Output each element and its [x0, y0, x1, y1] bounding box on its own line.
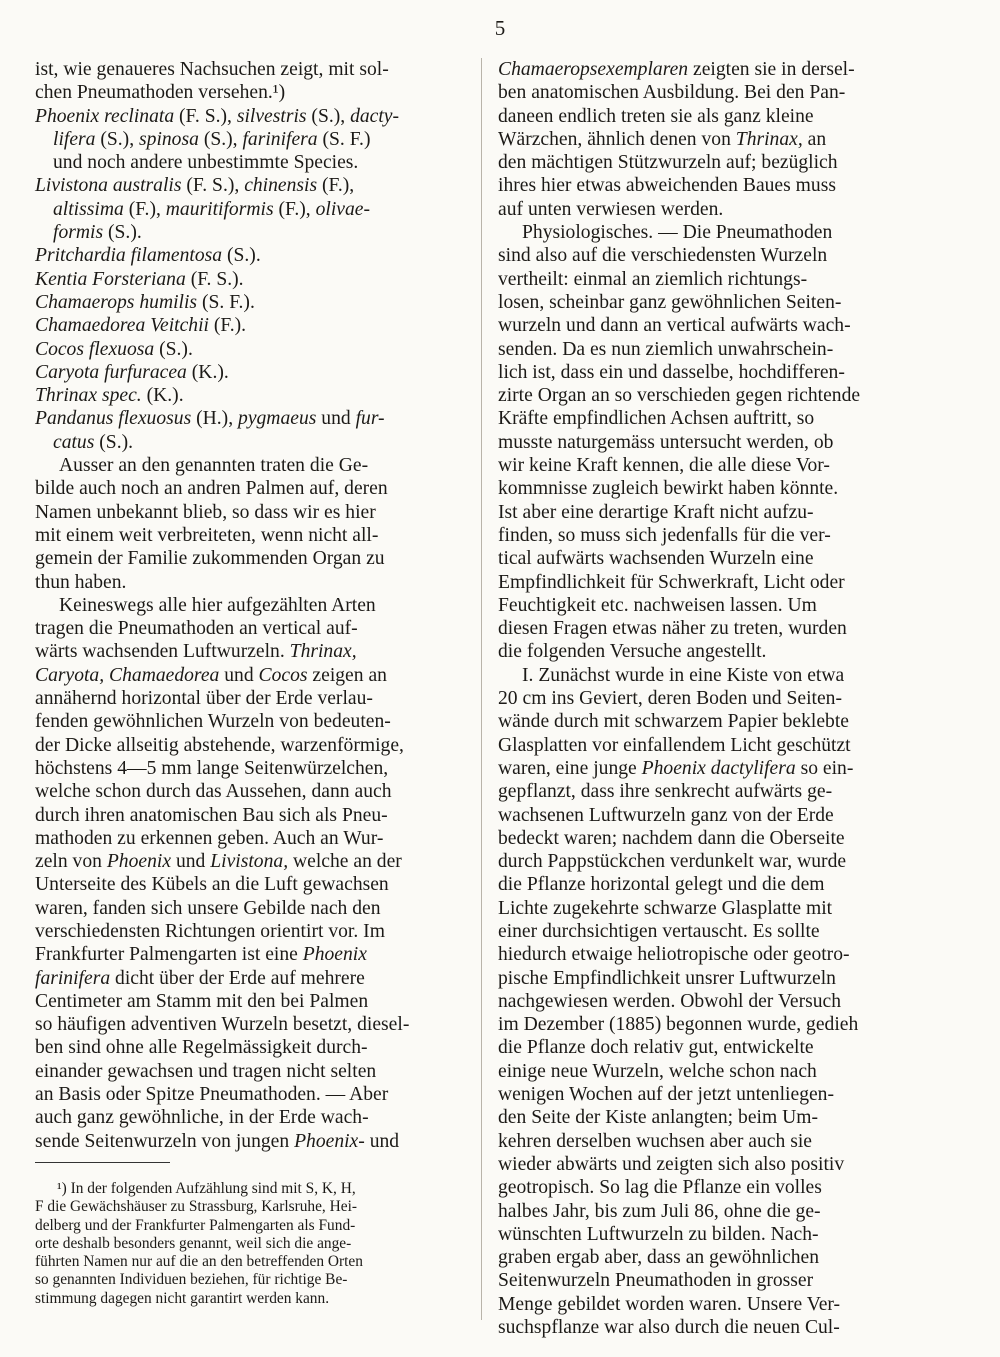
text-line: durch Pappstückchen verdunkelt war, wurde	[498, 851, 847, 873]
text-line: wieder abwärts und zeigten sich also positiv	[498, 1153, 845, 1175]
text-line: Thrinax spec. (K.).	[35, 385, 184, 407]
text-line: farinifera dicht über der Erde auf mehrere	[35, 967, 365, 989]
text-line: Chamaerops humilis (S. F.).	[35, 291, 255, 313]
text-line: durch ihren anatomischen Bau sich als Pneu-	[35, 804, 388, 826]
text-line: im Dezember (1885) begonnen wurde, gedieh	[498, 1014, 859, 1036]
footnote-line: ¹) In der folgenden Aufzählung sind mit S, K, H,	[57, 1180, 356, 1197]
text-line: Lichte zugekehrte schwarze Glasplatte mit	[498, 897, 833, 919]
text-line: und noch andere unbestimmte Species.	[53, 152, 359, 174]
text-line: 20 cm ins Geviert, deren Boden und Seiten-	[498, 688, 842, 710]
text-line: kommnisse zugleich bewirkt haben könnte.	[498, 478, 839, 500]
footnote	[35, 1180, 470, 1308]
text-line: Physiologisches. — Die Pneumathoden	[522, 222, 833, 244]
text-line: der Dicke allseitig abstehende, warzenförmige,	[35, 734, 404, 756]
text-line: losen, scheinbar ganz gewöhnlichen Seiten-	[498, 291, 842, 313]
text-line: Namen unbekannt blieb, so dass wir es hier	[35, 501, 376, 523]
footnote-line: delberg und der Frankfurter Palmengarten als Fund-	[35, 1216, 356, 1234]
text-line: I. Zunächst wurde in eine Kiste von etwa	[522, 664, 845, 686]
text-line: Frankfurter Palmengarten ist eine Phoenix	[35, 944, 367, 966]
text-line: mit einem weit verbreiteten, wenn nicht all-	[35, 524, 379, 546]
text-line: Caryota furfuracea (K.).	[35, 361, 229, 383]
text-line: geotropisch. So lag die Pflanze ein volles	[498, 1177, 822, 1199]
text-line: lich ist, dass ein und dasselbe, hochdifferen-	[498, 361, 845, 383]
text-line: Empfindlichkeit für Schwerkraft, Licht oder	[498, 571, 845, 593]
text-line: Chamaedorea Veitchii (F.).	[35, 315, 247, 337]
text-line: ben sind ohne alle Regelmässigkeit durch-	[35, 1037, 368, 1059]
text-line: Menge gebildet worden waren. Unsere Ver-	[498, 1293, 841, 1315]
text-line: zirte Organ an so verschieden gegen richtende	[498, 385, 861, 407]
text-line: Chamaeropsexemplaren zeigten sie in dersel-	[498, 59, 855, 80]
page-number: 5	[494, 16, 506, 40]
text-line: auf unten verwiesen werden.	[498, 198, 724, 220]
text-line: den Seite der Kiste anlangten; beim Um-	[498, 1107, 819, 1129]
right-column	[498, 58, 935, 1339]
text-line: halbes Jahr, bis zum Juli 86, ohne die ge-	[498, 1200, 821, 1222]
text-line: wünschten Luftwurzeln zu bilden. Nach-	[498, 1223, 819, 1245]
text-line: Wärzchen, ähnlich denen von Thrinax, an	[498, 128, 827, 150]
text-line: pische Empfindlichkeit unsrer Luftwurzeln	[498, 967, 836, 989]
text-line: Cocos flexuosa (S.).	[35, 338, 193, 360]
text-line: Feuchtigkeit etc. nachweisen lassen. Um	[498, 594, 817, 616]
text-line: welche schon durch das Aussehen, dann auch	[35, 781, 392, 803]
text-line: Ausser an den genannten traten die Ge-	[59, 455, 369, 477]
text-line: graben ergab aber, dass an gewöhnlichen	[498, 1247, 820, 1269]
text-line: wenigen Wochen auf der jetzt untenliegen-	[498, 1084, 835, 1106]
left-column	[35, 58, 470, 1153]
text-line: Pritchardia filamentosa (S.).	[35, 245, 261, 267]
text-line: ben anatomischen Ausbildung. Bei den Pan-	[498, 82, 846, 104]
text-line: Centimeter am Stamm mit den bei Palmen	[35, 990, 369, 1012]
footnote-rule	[35, 1162, 170, 1163]
text-line: thun haben.	[35, 571, 127, 593]
text-line: diesen Fragen etwas näher zu treten, wurden	[498, 618, 847, 640]
text-line: ist, wie genaueres Nachsuchen zeigt, mit sol-	[35, 59, 389, 80]
text-line: Unterseite des Kübels an die Luft gewachsen	[35, 874, 389, 896]
text-line: vertheilt: einmal an ziemlich richtungs-	[498, 268, 808, 290]
footnote-line: führten Namen nur auf die an den betreffenden Orten	[35, 1253, 363, 1271]
footnote-line: so genannten Individuen beziehen, für richtige Be-	[35, 1271, 348, 1289]
text-line: gemein der Familie zukommenden Organ zu	[35, 548, 385, 570]
text-line: so häufigen adventiven Wurzeln besetzt, diesel-	[35, 1014, 410, 1036]
text-line: wände durch mit schwarzem Papier beklebte	[498, 711, 849, 733]
text-line: wir keine Kraft kennen, die alle diese Vor-	[498, 455, 830, 477]
text-line: zeln von Phoenix und Livistona, welche an der	[35, 851, 402, 873]
text-line: ihres hier etwas abweichenden Baues muss	[498, 175, 836, 197]
text-line: hiedurch etwaige heliotropische oder geotro-	[498, 944, 850, 966]
text-line: einige neue Wurzeln, welche schon nach	[498, 1060, 817, 1082]
text-line: mathoden zu erkennen geben. Auch an Wur-	[35, 827, 384, 849]
text-line: catus (S.).	[53, 431, 134, 453]
text-line: suchspflanze war also durch die neuen Cul-	[498, 1317, 840, 1339]
footnote-line: F die Gewächshäuser zu Strassburg, Karlsruhe, Hei-	[35, 1198, 357, 1216]
text-line: an Basis oder Spitze Pneumathoden. — Aber	[35, 1084, 389, 1106]
footnote-line: orte deshalb besonders genannt, weil sich die ange-	[35, 1234, 352, 1252]
text-line: Kräfte empfindlichen Achsen auftritt, so	[498, 408, 815, 430]
text-line: sende Seitenwurzeln von jungen Phoenix- und	[35, 1130, 400, 1152]
text-line: auch ganz gewöhnliche, in der Erde wach-	[35, 1107, 369, 1129]
footnote-line: stimmung dagegen nicht garantirt werden kann.	[35, 1289, 330, 1307]
text-line: die Pflanze horizontal gelegt und die dem	[498, 874, 825, 896]
text-line: Phoenix reclinata (F. S.), silvestris (S.), dacty-	[35, 105, 400, 127]
text-line: tragen die Pneumathoden an vertical auf-	[35, 618, 358, 640]
text-line: einander gewachsen und tragen nicht selten	[35, 1060, 377, 1082]
text-line: musste naturgemäss untersucht werden, ob	[498, 431, 834, 453]
text-line: finden, so muss sich jedenfalls für die ver-	[498, 524, 831, 546]
text-line: Seitenwurzeln Pneumathoden in grosser	[498, 1270, 814, 1292]
text-line: Kentia Forsteriana (F. S.).	[35, 268, 244, 290]
text-line: Pandanus flexuosus (H.), pygmaeus und fur-	[35, 408, 385, 430]
text-line: bedeckt waren; nachdem dann die Oberseite	[498, 827, 845, 849]
text-line: nachgewiesen werden. Obwohl der Versuch	[498, 990, 842, 1012]
text-line: senden. Da es nun ziemlich unwahrschein-	[498, 338, 834, 360]
text-line: Ist aber eine derartige Kraft nicht aufzu-	[498, 501, 814, 523]
text-line: wachsenen Luftwurzeln ganz von der Erde	[498, 804, 834, 826]
text-line: bilde auch noch an andren Palmen auf, deren	[35, 478, 388, 500]
text-line: gepflanzt, dass ihre senkrecht aufwärts ge-	[498, 781, 833, 803]
text-line: tical aufwärts wachsenden Wurzeln eine	[498, 548, 814, 570]
text-line: annähernd horizontal über der Erde verlau-	[35, 688, 373, 710]
text-line: Glasplatten vor einfallendem Licht geschützt	[498, 734, 851, 756]
text-line: sind also auf die verschiedensten Wurzeln	[498, 245, 828, 267]
text-line: die Pflanze doch relativ gut, entwickelte	[498, 1037, 814, 1059]
text-line: den mächtigen Stützwurzeln auf; bezüglich	[498, 152, 838, 174]
text-line: daneen endlich treten sie als ganz kleine	[498, 105, 814, 127]
text-line: höchstens 4—5 mm lange Seitenwürzelchen,	[35, 757, 389, 779]
text-line: waren, fanden sich unsere Gebilde nach den	[35, 897, 381, 919]
text-line: Livistona australis (F. S.), chinensis (F.),	[35, 175, 355, 197]
text-line: wurzeln und dann an vertical aufwärts wach-	[498, 315, 851, 337]
text-line: waren, eine junge Phoenix dactylifera so ein-	[498, 757, 854, 779]
text-line: chen Pneumathoden versehen.¹)	[35, 82, 286, 104]
text-line: lifera (S.), spinosa (S.), farinifera (S. F.)	[53, 128, 371, 150]
text-line: kehren derselben wuchsen aber auch sie	[498, 1130, 812, 1152]
text-line: Caryota, Chamaedorea und Cocos zeigen an	[35, 664, 387, 686]
text-line: die folgenden Versuche angestellt.	[498, 641, 767, 663]
text-line: einer durchsichtigen vertauscht. Es sollte	[498, 920, 820, 942]
column-divider	[481, 58, 482, 1320]
text-line: formis (S.).	[53, 222, 142, 244]
text-line: altissima (F.), mauritiformis (F.), olivae-	[53, 198, 370, 220]
text-line: verschiedensten Richtungen orientirt vor. Im	[35, 920, 385, 942]
text-line: fenden gewöhnlichen Wurzeln von bedeuten-	[35, 711, 391, 733]
text-line: Keineswegs alle hier aufgezählten Arten	[59, 594, 376, 616]
text-line: wärts wachsenden Luftwurzeln. Thrinax,	[35, 641, 357, 663]
